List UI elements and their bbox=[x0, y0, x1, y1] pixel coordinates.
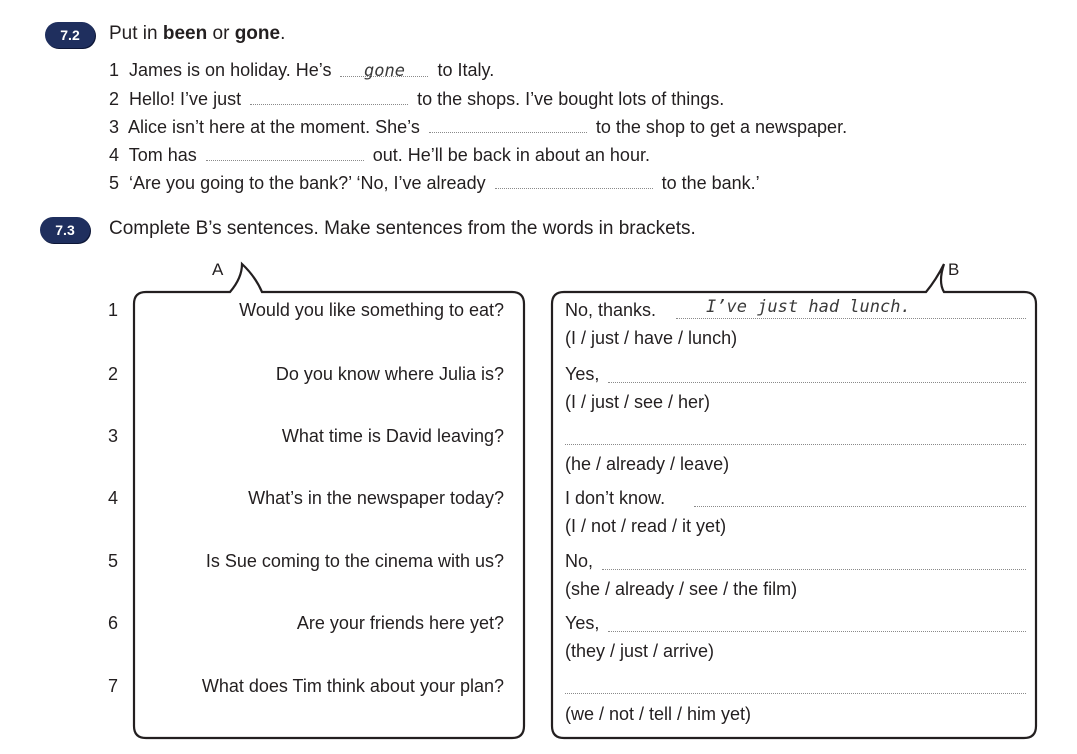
item-text-before: Alice isn’t here at the moment. She’s bbox=[128, 117, 420, 137]
instruction-text: or bbox=[207, 23, 235, 44]
item-text-after: to Italy. bbox=[437, 60, 495, 80]
answer-line[interactable] bbox=[694, 506, 1026, 507]
instruction-text: Put in bbox=[109, 23, 163, 44]
item-number: 6 bbox=[108, 613, 119, 633]
speaker-label-b: B bbox=[948, 260, 960, 279]
answer-start-b: No, bbox=[565, 551, 594, 571]
exercise-badge-7-3: 7.3 bbox=[40, 217, 90, 243]
keyword-been: been bbox=[162, 23, 208, 44]
keyword-gone: gone bbox=[234, 23, 281, 44]
answer-line[interactable] bbox=[565, 693, 1026, 694]
answer-line[interactable] bbox=[602, 569, 1026, 570]
item-text-before: Tom has bbox=[128, 145, 197, 165]
instruction-text: . bbox=[280, 23, 286, 44]
item-text-before: ‘Are you going to the bank?’ ‘No, I’ve already bbox=[129, 173, 486, 193]
question-a: Would you like something to eat? bbox=[239, 300, 504, 320]
item-text-after: out. He’ll be back in about an hour. bbox=[372, 145, 650, 165]
answer-line[interactable] bbox=[565, 444, 1026, 445]
item-text-before: Hello! I’ve just bbox=[129, 89, 242, 109]
answer-handwritten: gone bbox=[364, 61, 405, 81]
item-number: 5 bbox=[108, 551, 119, 571]
item-text-after: to the shops. I’ve bought lots of things. bbox=[417, 89, 725, 109]
speaker-label-a: A bbox=[212, 260, 224, 279]
word-prompt: (I / just / see / her) bbox=[565, 392, 711, 412]
word-prompt: (I / just / have / lunch) bbox=[565, 328, 738, 348]
answer-start-b: Yes, bbox=[565, 364, 600, 384]
exercise-7-3-instruction: Complete B’s sentences. Make sentences from the words in brackets. bbox=[109, 218, 696, 239]
answer-handwritten: I’ve just had lunch. bbox=[706, 297, 911, 317]
word-prompt: (she / already / see / the film) bbox=[565, 579, 798, 599]
item-number: 3 bbox=[108, 426, 119, 446]
exercise-badge-7-2: 7.2 bbox=[45, 22, 95, 48]
question-a: What does Tim think about your plan? bbox=[201, 676, 504, 696]
question-a: Is Sue coming to the cinema with us? bbox=[205, 551, 504, 571]
answer-line[interactable] bbox=[608, 631, 1026, 632]
answer-line[interactable] bbox=[676, 318, 1026, 319]
question-a: Are your friends here yet? bbox=[296, 613, 504, 633]
item-text-after: to the bank.’ bbox=[661, 173, 760, 193]
item-number: 2 bbox=[109, 89, 120, 109]
item-number: 3 bbox=[109, 117, 120, 137]
answer-start-b: I don’t know. bbox=[565, 488, 666, 508]
item-number: 2 bbox=[108, 364, 119, 384]
question-a: What time is David leaving? bbox=[281, 426, 504, 446]
word-prompt: (we / not / tell / him yet) bbox=[565, 704, 752, 724]
item-number: 4 bbox=[109, 145, 120, 165]
item-number: 7 bbox=[108, 676, 119, 696]
answer-start-b: No, thanks. bbox=[565, 300, 657, 320]
answer-start-b: Yes, bbox=[565, 613, 600, 633]
item-text-after: to the shop to get a newspaper. bbox=[595, 117, 848, 137]
item-number: 5 bbox=[109, 173, 120, 193]
item-number: 1 bbox=[108, 300, 119, 320]
answer-line[interactable] bbox=[608, 382, 1026, 383]
item-number: 4 bbox=[108, 488, 119, 508]
word-prompt: (he / already / leave) bbox=[565, 454, 730, 474]
item-text-before: James is on holiday. He’s bbox=[129, 60, 332, 80]
item-number: 1 bbox=[109, 60, 120, 80]
question-a: Do you know where Julia is? bbox=[275, 364, 504, 384]
word-prompt: (I / not / read / it yet) bbox=[565, 516, 727, 536]
question-a: What’s in the newspaper today? bbox=[248, 488, 504, 508]
word-prompt: (they / just / arrive) bbox=[565, 641, 715, 661]
